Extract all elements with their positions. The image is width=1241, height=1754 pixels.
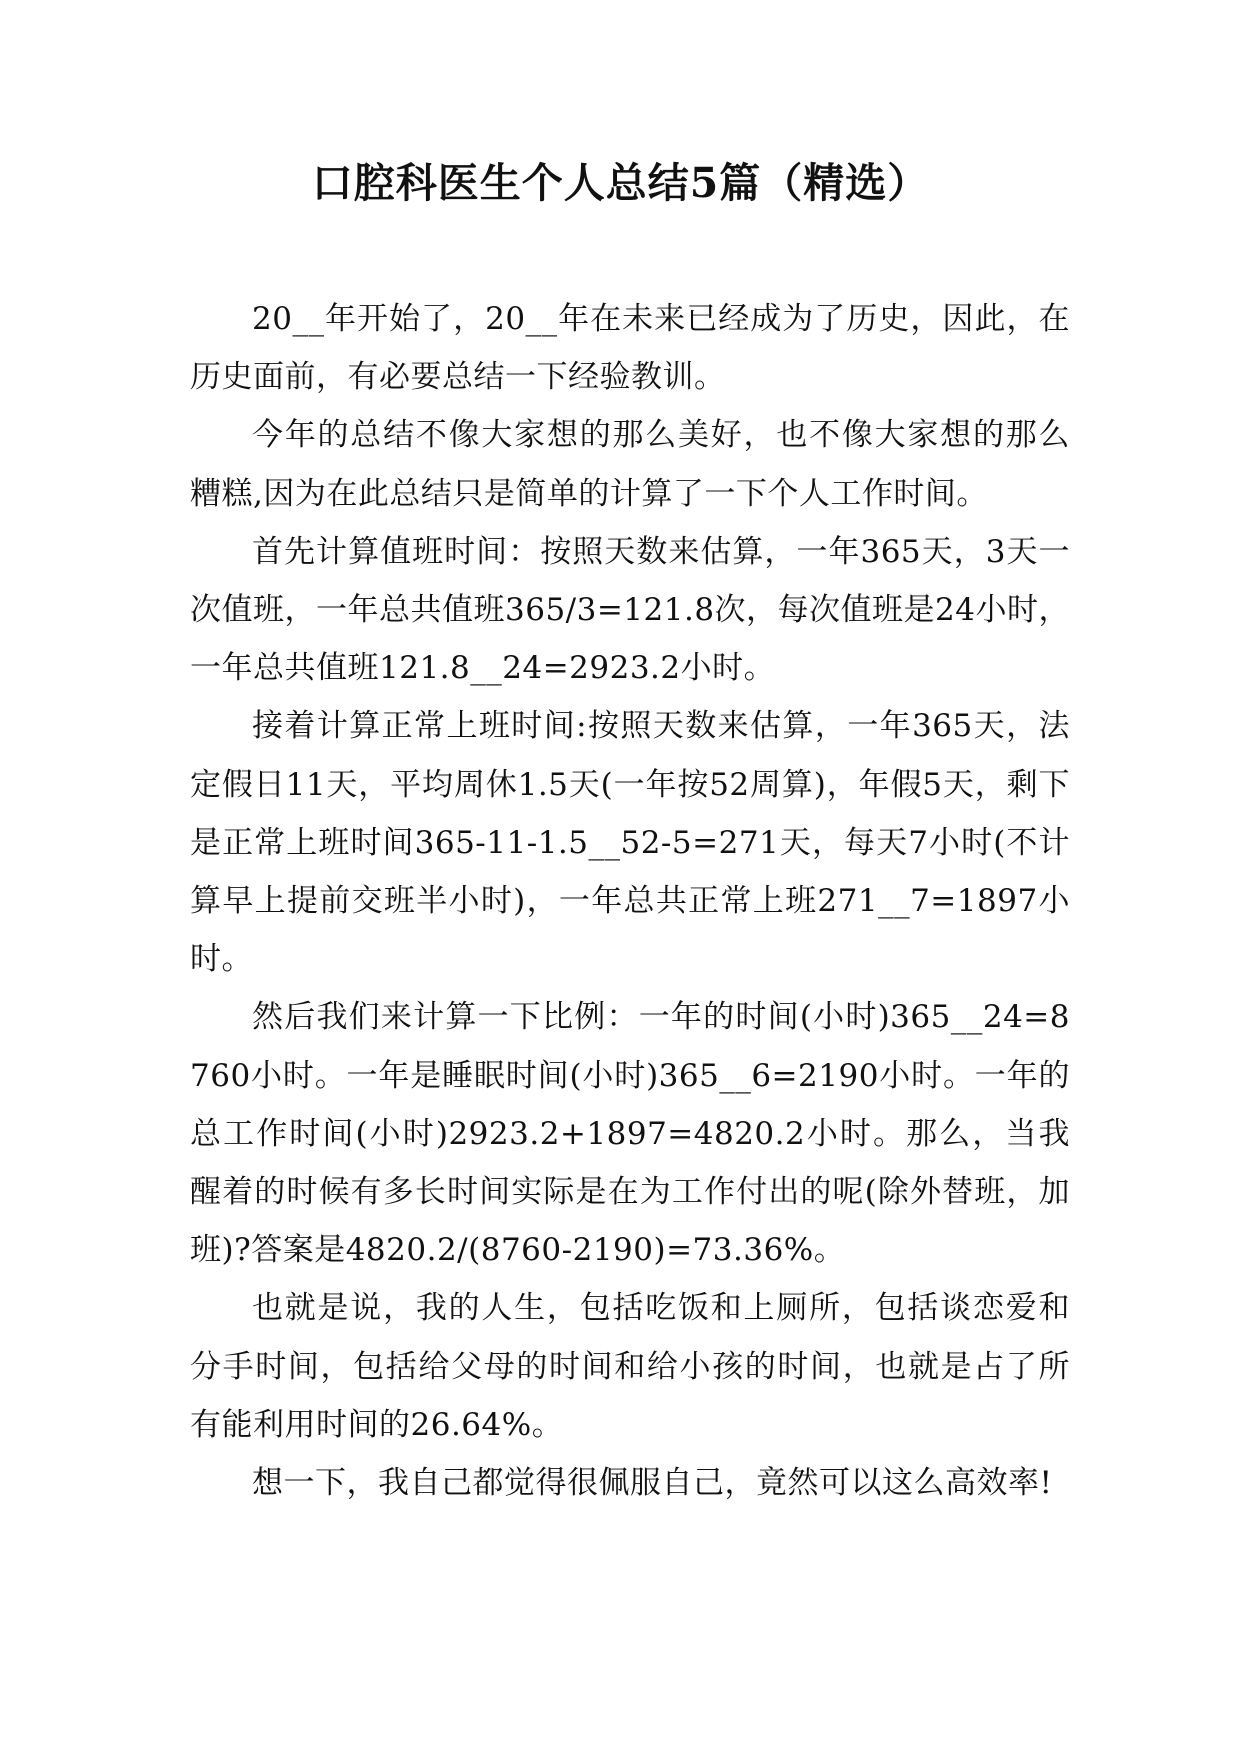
paragraph: 想一下，我自己都觉得很佩服自己，竟然可以这么高效率! — [252, 1465, 1053, 1502]
paragraph: 也就是说，我的人生，包括吃饭和上厕所，包括谈恋爱和分手时间，包括给父母的时间和给小孩的时间，也就是占了所有能利用时间的26.64%。 — [190, 1290, 1070, 1443]
paragraph: 接着计算正常上班时间:按照天数来估算，一年365天，法定假日11天，平均周休1.5天(一年按52周算)，年假5天，剩下是正常上班时间365-11-1.5__52-5=271天，每天7小时(不计算早上提前交班半小时)，一年总共正常上班271__7=1897小时。 — [190, 708, 1070, 978]
paragraph: 20__年开始了，20__年在未来已经成为了历史，因此，在历史面前，有必要总结一下经验教训。 — [190, 301, 1070, 396]
paragraph: 今年的总结不像大家想的那么美好，也不像大家想的那么糟糕,因为在此总结只是简单的计算了一下个人工作时间。 — [190, 417, 1070, 512]
paragraph: 首先计算值班时间：按照天数来估算，一年365天，3天一次值班，一年总共值班365/3=121.8次，每次值班是24小时，一年总共值班121.8__24=2923.2小时。 — [190, 533, 1071, 687]
document-body — [190, 290, 1070, 1512]
paragraph: 然后我们来计算一下比例：一年的时间(小时)365__24=8760小时。一年是睡眠时间(小时)365__6=2190小时。一年的总工作时间(小时)2923.2+1897=4820.2小时。那么，当我醒着的时候有多长时间实际是在为工作付出的呢(除外替班，加班)?答案是4820.2/(8760-2190)=73.36%。 — [190, 999, 1070, 1269]
page-title: 口腔科医生个人总结5篇（精选） — [311, 159, 930, 207]
